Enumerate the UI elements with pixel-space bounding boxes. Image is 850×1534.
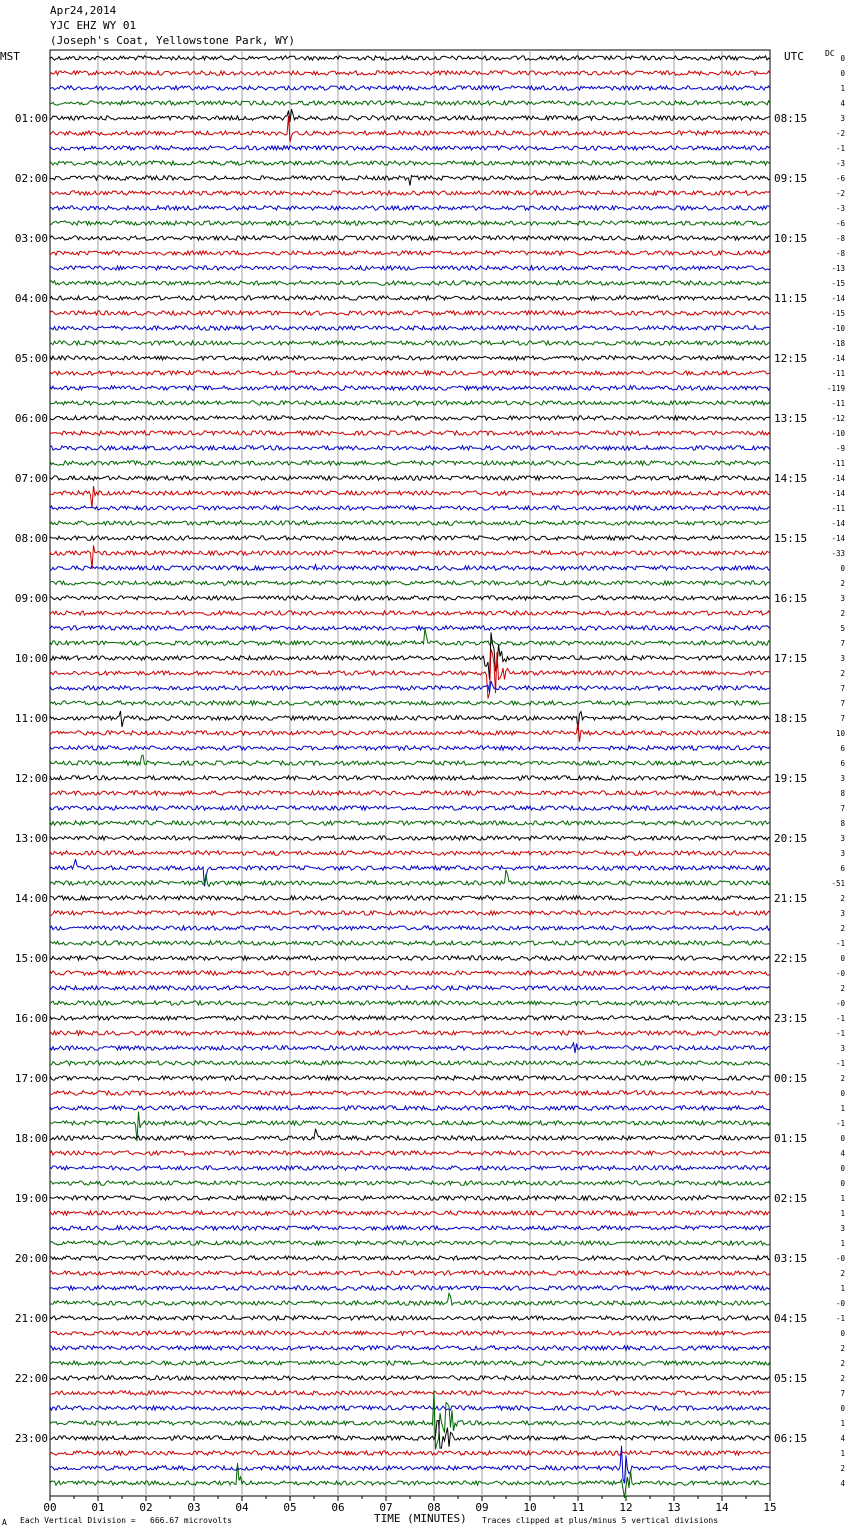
left-hour-label: 06:00 — [14, 412, 48, 425]
trace-line-25 — [50, 431, 770, 435]
right-hour-label: 08:15 — [774, 112, 808, 125]
trace-line-38 — [50, 626, 770, 630]
trace-line-73 — [50, 1151, 770, 1155]
right-hour-label: 15:15 — [774, 532, 808, 545]
dc-offset-value: 7 — [840, 1389, 845, 1398]
dc-offset-value: 1 — [840, 1239, 845, 1248]
trace-line-30 — [50, 506, 770, 510]
dc-offset-value: -14 — [831, 519, 845, 528]
right-hour-label: 19:15 — [774, 772, 808, 785]
right-hour-label: 06:15 — [774, 1432, 808, 1445]
x-tick-label-03: 03 — [187, 1501, 201, 1514]
corner-mark: A — [2, 1518, 7, 1527]
dc-offset-value: -0 — [835, 999, 845, 1008]
trace-line-61 — [50, 971, 770, 975]
trace-line-85 — [50, 1331, 770, 1335]
left-hour-label: 15:00 — [14, 952, 48, 965]
left-hour-label: 17:00 — [14, 1072, 48, 1085]
trace-line-64 — [50, 1016, 770, 1020]
left-hour-label: 01:00 — [14, 112, 48, 125]
trace-line-37 — [50, 611, 770, 615]
left-hour-label: 22:00 — [14, 1372, 48, 1385]
trace-line-49 — [50, 791, 770, 795]
dc-offset-value: -1 — [835, 144, 845, 153]
dc-offset-value: -6 — [835, 174, 845, 183]
dc-offset-value: -11 — [831, 369, 845, 378]
trace-line-44 — [50, 711, 770, 730]
dc-offset-value: -18 — [831, 339, 845, 348]
dc-offset-value: -0 — [835, 1299, 845, 1308]
dc-offset-value: 3 — [840, 654, 845, 663]
trace-line-43 — [50, 701, 770, 705]
trace-line-63 — [50, 1001, 770, 1005]
dc-offset-value: 4 — [840, 1149, 845, 1158]
trace-line-19 — [50, 341, 770, 345]
dc-label: DC — [825, 49, 835, 58]
trace-line-26 — [50, 446, 770, 450]
trace-line-83 — [50, 1293, 770, 1305]
right-timezone-label: UTC — [784, 50, 804, 63]
x-tick-label-07: 07 — [379, 1501, 393, 1514]
dc-offset-value: 7 — [840, 804, 845, 813]
trace-line-74 — [50, 1166, 770, 1170]
trace-line-24 — [50, 416, 770, 420]
dc-offset-value: 7 — [840, 699, 845, 708]
trace-line-14 — [50, 266, 770, 270]
dc-offset-value: -14 — [831, 534, 845, 543]
dc-offset-value: 4 — [840, 1434, 845, 1443]
trace-line-52 — [50, 836, 770, 840]
dc-offset-value: 0 — [840, 1164, 845, 1173]
trace-line-76 — [50, 1196, 770, 1200]
trace-line-7 — [50, 161, 770, 165]
trace-line-1 — [50, 71, 770, 75]
trace-line-51 — [50, 821, 770, 825]
left-hour-label: 11:00 — [14, 712, 48, 725]
left-hour-label: 09:00 — [14, 592, 48, 605]
dc-offset-value: 7 — [840, 639, 845, 648]
dc-offset-value: 0 — [840, 1404, 845, 1413]
dc-offset-value: 2 — [840, 669, 845, 678]
trace-line-22 — [50, 386, 770, 390]
trace-line-9 — [50, 191, 770, 195]
dc-offset-value: 2 — [840, 579, 845, 588]
right-hour-label: 16:15 — [774, 592, 808, 605]
dc-offset-value: -2 — [835, 189, 845, 198]
dc-offset-value: 2 — [840, 609, 845, 618]
right-hour-label: 13:15 — [774, 412, 808, 425]
header-station: YJC EHZ WY 01 — [50, 19, 137, 32]
trace-line-87 — [50, 1361, 770, 1365]
trace-line-66 — [50, 1043, 770, 1053]
x-axis-title: TIME (MINUTES) — [374, 1512, 467, 1525]
dc-offset-value: 3 — [840, 774, 845, 783]
trace-line-21 — [50, 371, 770, 375]
trace-line-16 — [50, 296, 770, 300]
dc-offset-value: -15 — [831, 279, 845, 288]
x-tick-label-01: 01 — [91, 1501, 105, 1514]
trace-line-93 — [50, 1451, 770, 1455]
trace-line-50 — [50, 806, 770, 810]
trace-line-91 — [50, 1390, 770, 1449]
trace-line-40 — [50, 633, 770, 680]
trace-line-94 — [50, 1446, 770, 1484]
dc-offset-value: 10 — [835, 729, 845, 738]
dc-offset-value: -8 — [835, 249, 845, 258]
x-tick-label-15: 15 — [763, 1501, 777, 1514]
right-hour-label: 18:15 — [774, 712, 808, 725]
left-hour-label: 10:00 — [14, 652, 48, 665]
dc-offset-value: 8 — [840, 789, 845, 798]
dc-offset-value: -10 — [831, 429, 845, 438]
left-timezone-label: MST — [0, 50, 20, 63]
right-hour-label: 01:15 — [774, 1132, 808, 1145]
dc-offset-value: 1 — [840, 1419, 845, 1428]
left-hour-label: 02:00 — [14, 172, 48, 185]
trace-line-90 — [50, 1406, 770, 1410]
right-hour-label: 02:15 — [774, 1192, 808, 1205]
x-tick-label-05: 05 — [283, 1501, 297, 1514]
dc-offset-value: 2 — [840, 984, 845, 993]
dc-offset-value: -1 — [835, 939, 845, 948]
dc-offset-value: 0 — [840, 1329, 845, 1338]
trace-line-69 — [50, 1091, 770, 1095]
dc-offset-value: -51 — [831, 879, 845, 888]
trace-line-27 — [50, 461, 770, 465]
dc-offset-value: -1 — [835, 1059, 845, 1068]
dc-offset-value: -14 — [831, 354, 845, 363]
trace-line-42 — [50, 681, 770, 693]
trace-line-35 — [50, 581, 770, 585]
dc-offset-value: 7 — [840, 684, 845, 693]
right-hour-label: 03:15 — [774, 1252, 808, 1265]
footer-right-note: Traces clipped at plus/minus 5 vertical divisions — [482, 1516, 719, 1525]
dc-offset-value: 2 — [840, 894, 845, 903]
dc-offset-value: -0 — [835, 1254, 845, 1263]
dc-offset-value: 3 — [840, 834, 845, 843]
dc-offset-value: -11 — [831, 504, 845, 513]
right-hour-label: 23:15 — [774, 1012, 808, 1025]
right-hour-label: 04:15 — [774, 1312, 808, 1325]
trace-line-0 — [50, 56, 770, 60]
right-hour-label: 10:15 — [774, 232, 808, 245]
dc-offset-value: -11 — [831, 399, 845, 408]
trace-line-68 — [50, 1076, 770, 1080]
left-hour-label: 07:00 — [14, 472, 48, 485]
trace-line-72 — [50, 1129, 770, 1141]
trace-line-18 — [50, 326, 770, 330]
left-hour-label: 05:00 — [14, 352, 48, 365]
trace-line-34 — [50, 565, 770, 571]
trace-line-53 — [50, 851, 770, 855]
dc-offset-value: 6 — [840, 744, 845, 753]
trace-line-46 — [50, 746, 770, 750]
dc-offset-value: 5 — [840, 624, 845, 633]
left-hour-label: 04:00 — [14, 292, 48, 305]
footer-left-note: Each Vertical Division = 666.67 microvolts — [20, 1516, 232, 1525]
x-tick-label-02: 02 — [139, 1501, 153, 1514]
dc-offset-value: -1 — [835, 1314, 845, 1323]
dc-offset-value: 3 — [840, 1044, 845, 1053]
dc-offset-value: 3 — [840, 909, 845, 918]
right-hour-label: 05:15 — [774, 1372, 808, 1385]
left-hour-label: 16:00 — [14, 1012, 48, 1025]
x-tick-label-09: 09 — [475, 1501, 489, 1514]
dc-offset-value: 2 — [840, 1074, 845, 1083]
x-tick-label-12: 12 — [619, 1501, 633, 1514]
dc-offset-value: -6 — [835, 219, 845, 228]
trace-line-59 — [50, 941, 770, 945]
dc-offset-value: 3 — [840, 849, 845, 858]
left-hour-label: 23:00 — [14, 1432, 48, 1445]
x-tick-label-10: 10 — [523, 1501, 537, 1514]
dc-offset-value: -13 — [831, 264, 845, 273]
trace-line-65 — [50, 1031, 770, 1035]
dc-offset-value: 1 — [840, 1209, 845, 1218]
dc-offset-value: 2 — [840, 1269, 845, 1278]
left-hour-label: 20:00 — [14, 1252, 48, 1265]
dc-offset-value: 3 — [840, 594, 845, 603]
dc-offset-value: -33 — [831, 549, 845, 558]
trace-line-70 — [50, 1106, 770, 1110]
dc-offset-value: 1 — [840, 1449, 845, 1458]
header-location: (Joseph's Coat, Yellowstone Park, WY) — [50, 34, 296, 47]
trace-line-2 — [50, 86, 770, 90]
dc-offset-value: 3 — [840, 1224, 845, 1233]
trace-line-12 — [50, 236, 770, 240]
left-hour-label: 21:00 — [14, 1312, 48, 1325]
trace-line-81 — [50, 1271, 770, 1275]
left-hour-label: 18:00 — [14, 1132, 48, 1145]
dc-offset-value: 1 — [840, 1104, 845, 1113]
trace-line-15 — [50, 281, 770, 285]
trace-line-56 — [50, 896, 770, 900]
dc-offset-value: 2 — [840, 1344, 845, 1353]
left-hour-label: 13:00 — [14, 832, 48, 845]
dc-offset-value: 4 — [840, 1479, 845, 1488]
x-tick-label-00: 00 — [43, 1501, 57, 1514]
dc-offset-value: 2 — [840, 1374, 845, 1383]
right-hour-label: 14:15 — [774, 472, 808, 485]
dc-offset-value: 1 — [840, 1194, 845, 1203]
dc-offset-value: 0 — [840, 1179, 845, 1188]
dc-offset-value: 0 — [840, 1134, 845, 1143]
trace-line-4 — [50, 109, 770, 122]
dc-offset-value: 0 — [840, 69, 845, 78]
dc-offset-value: -2 — [835, 129, 845, 138]
right-hour-label: 00:15 — [774, 1072, 808, 1085]
trace-line-84 — [50, 1316, 770, 1320]
dc-offset-value: 2 — [840, 1464, 845, 1473]
trace-line-6 — [50, 146, 770, 150]
trace-line-13 — [50, 251, 770, 255]
dc-offset-value: 6 — [840, 759, 845, 768]
trace-line-67 — [50, 1061, 770, 1065]
dc-offset-value: -8 — [835, 234, 845, 243]
trace-line-32 — [50, 536, 770, 540]
dc-offset-value: -12 — [831, 414, 845, 423]
trace-line-55 — [50, 870, 770, 886]
dc-offset-value: -10 — [831, 324, 845, 333]
dc-offset-value: -3 — [835, 159, 845, 168]
trace-line-47 — [50, 755, 770, 765]
dc-offset-value: 8 — [840, 819, 845, 828]
dc-offset-value: -1 — [835, 1119, 845, 1128]
trace-line-48 — [50, 776, 770, 780]
dc-offset-value: 2 — [840, 924, 845, 933]
right-hour-label: 21:15 — [774, 892, 808, 905]
trace-line-88 — [50, 1376, 770, 1380]
trace-line-57 — [50, 911, 770, 915]
trace-line-3 — [50, 101, 770, 105]
right-hour-label: 09:15 — [774, 172, 808, 185]
dc-offset-value: -1 — [835, 1014, 845, 1023]
trace-line-79 — [50, 1241, 770, 1245]
dc-offset-value: 0 — [840, 54, 845, 63]
trace-line-28 — [50, 476, 770, 480]
dc-offset-value: 0 — [840, 1089, 845, 1098]
dc-offset-value: 7 — [840, 714, 845, 723]
dc-offset-value: -1 — [835, 1029, 845, 1038]
dc-offset-value: -0 — [835, 969, 845, 978]
x-tick-label-13: 13 — [667, 1501, 681, 1514]
dc-offset-value: 0 — [840, 564, 845, 573]
trace-line-80 — [50, 1256, 770, 1260]
left-hour-label: 12:00 — [14, 772, 48, 785]
dc-offset-value: 1 — [840, 1284, 845, 1293]
right-hour-label: 12:15 — [774, 352, 808, 365]
trace-line-62 — [50, 986, 770, 990]
trace-line-45 — [50, 722, 770, 741]
dc-offset-value: -14 — [831, 474, 845, 483]
dc-offset-value: 0 — [840, 954, 845, 963]
trace-line-23 — [50, 401, 770, 405]
trace-line-31 — [50, 521, 770, 525]
left-hour-label: 08:00 — [14, 532, 48, 545]
x-tick-label-14: 14 — [715, 1501, 729, 1514]
dc-offset-value: 3 — [840, 114, 845, 123]
trace-line-10 — [50, 206, 770, 210]
trace-line-60 — [50, 956, 770, 960]
dc-offset-value: -3 — [835, 204, 845, 213]
dc-offset-value: -15 — [831, 309, 845, 318]
right-hour-label: 17:15 — [774, 652, 808, 665]
dc-offset-value: 2 — [840, 1359, 845, 1368]
dc-offset-value: -14 — [831, 489, 845, 498]
right-hour-label: 11:15 — [774, 292, 808, 305]
trace-line-78 — [50, 1226, 770, 1230]
x-tick-label-08: 08 — [427, 1501, 441, 1514]
trace-line-20 — [50, 356, 770, 360]
trace-line-8 — [50, 176, 770, 186]
x-tick-label-06: 06 — [331, 1501, 345, 1514]
dc-offset-value: -9 — [835, 444, 845, 453]
dc-offset-value: -119 — [826, 384, 845, 393]
trace-line-86 — [50, 1346, 770, 1350]
dc-offset-value: -14 — [831, 294, 845, 303]
trace-line-39 — [50, 628, 770, 645]
dc-offset-value: 4 — [840, 99, 845, 108]
right-hour-label: 22:15 — [774, 952, 808, 965]
trace-line-58 — [50, 926, 770, 930]
left-hour-label: 19:00 — [14, 1192, 48, 1205]
dc-offset-value: -11 — [831, 459, 845, 468]
right-hour-label: 20:15 — [774, 832, 808, 845]
x-tick-label-11: 11 — [571, 1501, 585, 1514]
trace-line-11 — [50, 221, 770, 225]
dc-offset-value: 1 — [840, 84, 845, 93]
trace-line-82 — [50, 1286, 770, 1290]
trace-line-36 — [50, 596, 770, 600]
trace-line-89 — [50, 1391, 770, 1395]
trace-line-29 — [50, 486, 770, 508]
header-date: Apr24,2014 — [50, 4, 117, 17]
left-hour-label: 14:00 — [14, 892, 48, 905]
dc-offset-value: 6 — [840, 864, 845, 873]
trace-line-77 — [50, 1211, 770, 1215]
trace-line-17 — [50, 311, 770, 315]
left-hour-label: 03:00 — [14, 232, 48, 245]
x-tick-label-04: 04 — [235, 1501, 249, 1514]
trace-line-95 — [50, 1463, 770, 1498]
trace-line-75 — [50, 1181, 770, 1185]
